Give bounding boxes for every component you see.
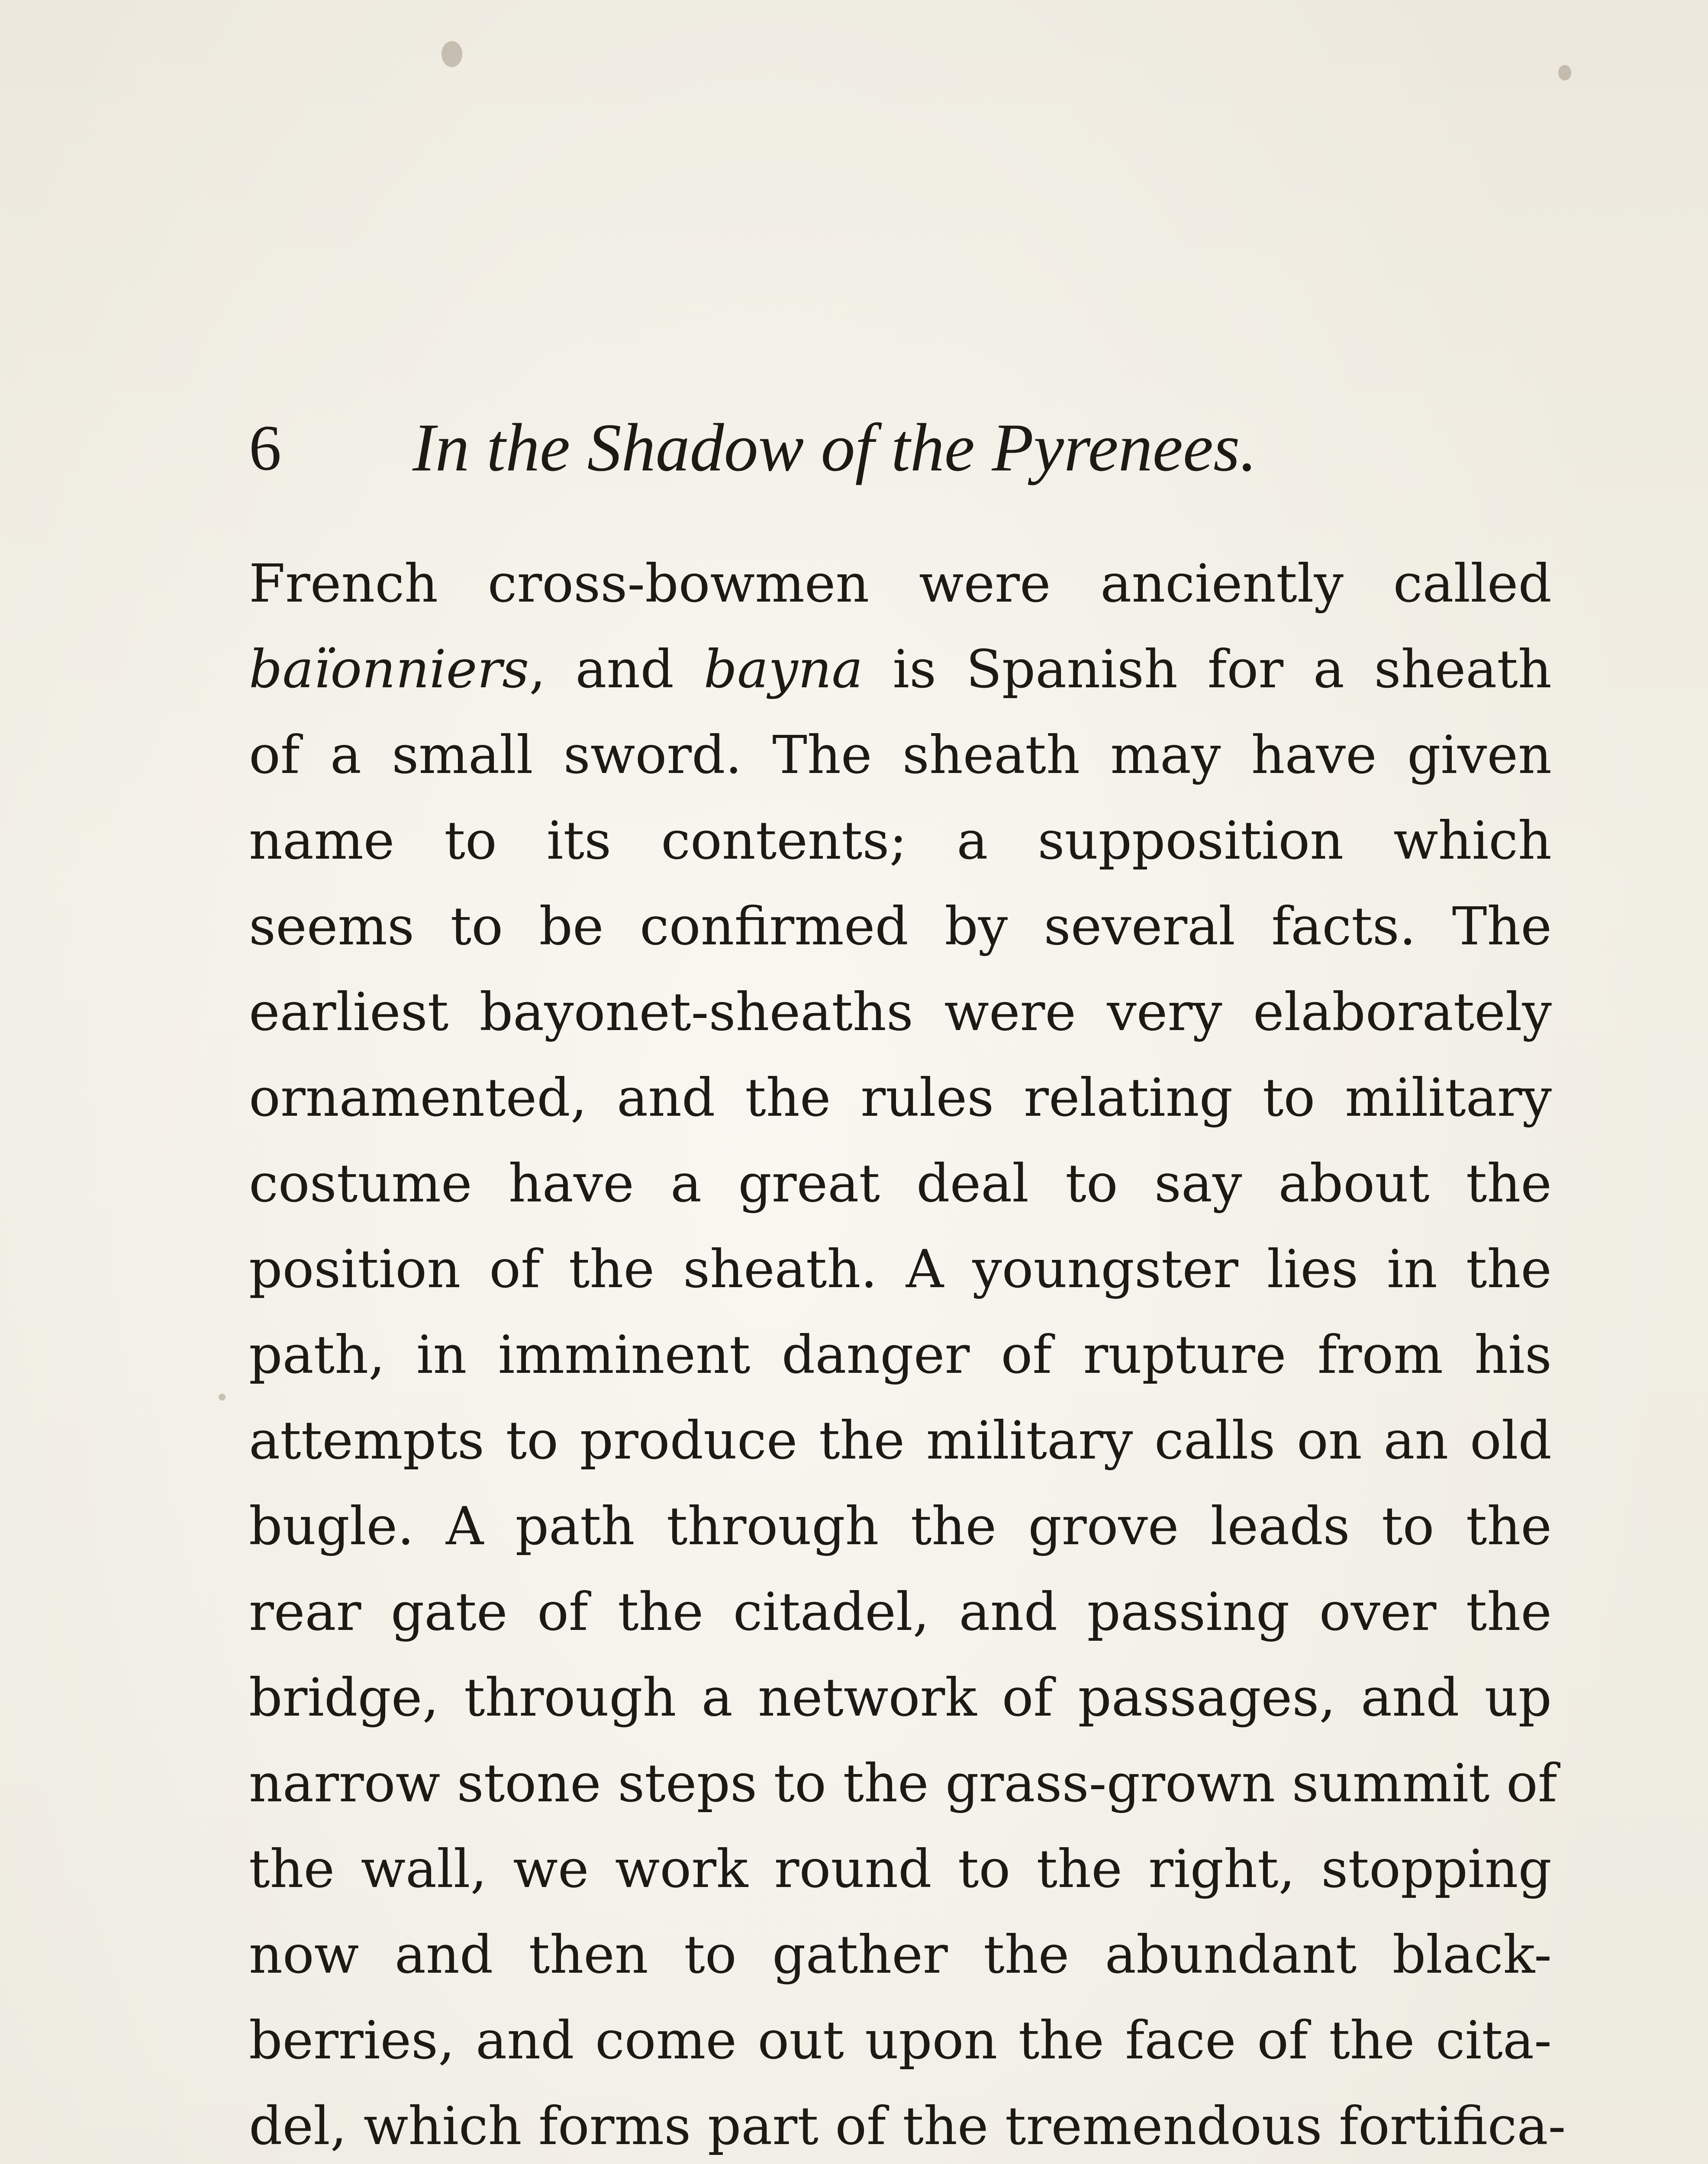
- text-line: now and then to gather the abundant black-: [249, 1924, 1552, 1985]
- running-title: In the Shadow of the Pyrenees.: [412, 410, 1257, 486]
- text-line: bridge, through a network of passages, and up: [249, 1667, 1552, 1728]
- text-line: ornamented, and the rules relating to military: [249, 1067, 1552, 1128]
- text-fragment: is Spanish for a sheath: [863, 639, 1552, 700]
- text-line: French cross-bowmen were anciently called: [249, 553, 1552, 614]
- text-line: the wall, we work round to the right, stopping: [249, 1839, 1552, 1900]
- page-header: [249, 405, 1467, 491]
- text-line: seems to be confirmed by several facts. The: [249, 896, 1552, 957]
- text-line: berries, and come out upon the face of the cita-: [249, 2010, 1552, 2071]
- text-line: bugle. A path through the grove leads to the: [249, 1496, 1552, 1557]
- text-line: attempts to produce the military calls on an old: [249, 1410, 1552, 1471]
- paper-speck: [219, 1394, 226, 1401]
- body-text: [249, 541, 1566, 2164]
- text-line-with-italics: [249, 627, 1552, 712]
- text-line: position of the sheath. A youngster lies in the: [249, 1239, 1552, 1300]
- text-line: narrow stone steps to the grass-grown summit of: [249, 1753, 1557, 1814]
- text-line: path, in imminent danger of rupture from his: [249, 1324, 1552, 1385]
- text-line: del, which forms part of the tremendous fortifica-: [249, 2096, 1566, 2157]
- text-line: costume have a great deal to say about the: [249, 1153, 1552, 1214]
- italic-word: bayna: [703, 639, 863, 700]
- text-fragment: , and: [529, 639, 704, 700]
- paper-speck: [442, 41, 462, 67]
- text-line: earliest bayonet-sheaths were very elaborately: [249, 982, 1552, 1043]
- text-line: rear gate of the citadel, and passing over the: [249, 1581, 1552, 1642]
- paper-speck: [1558, 65, 1571, 81]
- text-line: name to its contents; a supposition which: [249, 810, 1552, 871]
- text-line: of a small sword. The sheath may have given: [249, 725, 1552, 786]
- italic-word: baïonniers: [249, 639, 529, 700]
- page-number: 6: [249, 412, 281, 484]
